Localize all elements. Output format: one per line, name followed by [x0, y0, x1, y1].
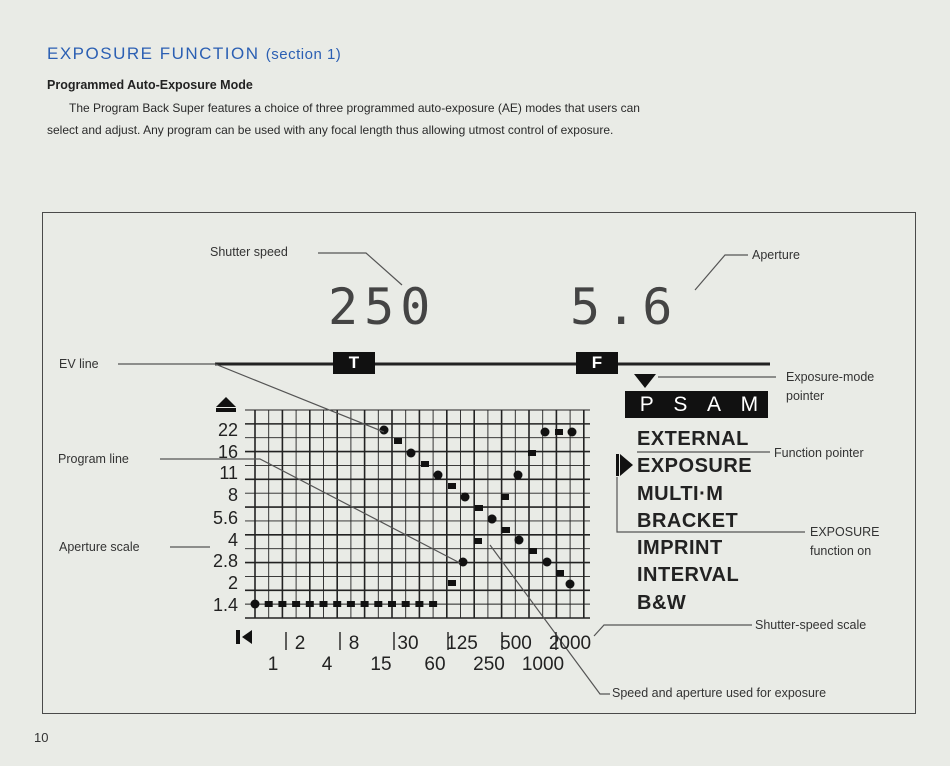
program-grid: [245, 410, 590, 618]
f-marker: F: [591, 353, 603, 372]
callout-shutter-speed: Shutter speed: [210, 245, 288, 259]
program-point: [374, 601, 382, 607]
mode-letters: [630, 391, 768, 418]
program-line-points: [251, 426, 577, 609]
aperture-readout: 5.6: [570, 278, 679, 336]
program-point: [407, 449, 416, 458]
menu-item-bracket: BRACKET: [637, 509, 739, 532]
aperture-scale-label: 22: [217, 420, 238, 440]
speed-scale-labels: [268, 632, 591, 675]
callout-exposure-mode-pointer-1: Exposure-mode: [786, 370, 875, 384]
heading-title: EXPOSURE FUNCTION: [47, 44, 260, 63]
speed-scale-start-icon: [236, 630, 252, 644]
program-point: [459, 558, 468, 567]
program-point: [421, 461, 429, 467]
mode-p: P: [639, 392, 654, 416]
program-point: [515, 536, 524, 545]
program-point: [380, 426, 389, 435]
callout-function-pointer: Function pointer: [774, 446, 864, 460]
callout-program-line: Program line: [58, 452, 129, 466]
mode-a: A: [707, 392, 722, 416]
speed-scale-label: 1: [267, 654, 279, 675]
program-point: [568, 428, 577, 437]
callout-aperture-scale: Aperture scale: [59, 540, 140, 554]
program-point: [361, 601, 369, 607]
aperture-scale-label: 2.8: [212, 551, 238, 571]
callout-shutter-speed-scale: Shutter-speed scale: [755, 618, 867, 632]
aperture-scale-label: 11: [219, 463, 238, 483]
program-point: [475, 505, 483, 511]
program-point: [320, 601, 328, 607]
speed-scale-label: 15: [370, 654, 392, 675]
speed-scale-label: 60: [424, 654, 446, 675]
menu-item-exposure: EXPOSURE: [637, 455, 753, 478]
program-point: [251, 600, 260, 609]
program-point: [448, 580, 456, 586]
menu-item-imprint: IMPRINT: [637, 537, 723, 560]
speed-scale-label: 1000: [521, 654, 565, 675]
program-point: [448, 483, 456, 489]
program-point: [292, 601, 300, 607]
aperture-scale-labels: [213, 420, 238, 615]
program-point: [434, 471, 443, 480]
heading-section: (section 1): [265, 46, 342, 63]
callout-ev-line: EV line: [59, 357, 99, 371]
program-point: [501, 494, 509, 500]
page-number: 10: [34, 730, 49, 745]
function-menu: [637, 426, 752, 617]
program-point: [529, 548, 537, 554]
callout-exposure-function-on-1: EXPOSURE: [810, 525, 880, 539]
program-point: [474, 538, 482, 544]
callout-aperture: Aperture: [752, 248, 800, 262]
callout-exposure-function-on-2: function on: [810, 544, 872, 558]
speed-scale-label: 8: [348, 633, 360, 654]
program-point: [265, 601, 273, 607]
speed-scale-label: 2000: [548, 633, 592, 654]
aperture-scale-label: 8: [227, 485, 238, 505]
program-point: [306, 601, 314, 607]
speed-scale-label: 500: [500, 633, 532, 654]
aperture-scale-label: 16: [217, 442, 238, 462]
menu-item-external: EXTERNAL: [637, 428, 749, 450]
aperture-scale-label: 2: [227, 573, 238, 593]
aperture-scale-label: 5.6: [212, 508, 238, 528]
program-point: [394, 438, 402, 444]
speed-scale-label: 2: [294, 633, 306, 654]
program-point: [388, 601, 396, 607]
program-point: [528, 450, 536, 456]
callout-speed-and-aperture: Speed and aperture used for exposure: [612, 686, 827, 700]
speed-scale-label: 125: [446, 633, 478, 654]
program-point: [556, 570, 564, 576]
speed-scale-label: 250: [473, 654, 505, 675]
subheading: Programmed Auto-Exposure Mode: [47, 78, 253, 92]
aperture-scale-label: 4: [227, 530, 238, 550]
program-point: [429, 601, 437, 607]
program-point: [461, 493, 470, 502]
program-point: [333, 601, 341, 607]
paragraph-line-1: The Program Back Super features a choice of three programmed auto-exposure (AE) modes that users can: [69, 101, 640, 115]
program-point: [514, 471, 523, 480]
speed-scale-label: 4: [321, 654, 333, 675]
program-point: [278, 601, 286, 607]
menu-item-bw: B&W: [637, 591, 687, 614]
aperture-scale-label: 1.4: [212, 595, 238, 615]
mode-m: M: [740, 392, 759, 416]
program-point: [502, 527, 510, 533]
menu-item-multi-m: MULTI·M: [637, 482, 724, 505]
program-point: [347, 601, 355, 607]
shutter-speed-readout: 250: [328, 278, 437, 336]
program-point: [488, 515, 497, 524]
exposure-mode-pointer-icon: [634, 374, 656, 388]
function-pointer-icon: [620, 454, 633, 476]
program-point: [566, 580, 575, 589]
callout-exposure-mode-pointer-2: pointer: [786, 389, 825, 403]
program-point: [415, 601, 423, 607]
menu-item-interval: INTERVAL: [637, 564, 740, 587]
program-point: [555, 429, 563, 435]
program-point: [543, 558, 552, 567]
program-point: [541, 428, 550, 437]
speed-scale-label: 30: [397, 633, 419, 654]
wedge-icon: [216, 397, 236, 412]
mode-s: S: [673, 392, 688, 416]
t-marker: T: [348, 353, 360, 372]
program-point: [402, 601, 410, 607]
paragraph-line-2: select and adjust. Any program can be used with any focal length thus allowing utmost control of exposure.: [47, 123, 614, 137]
